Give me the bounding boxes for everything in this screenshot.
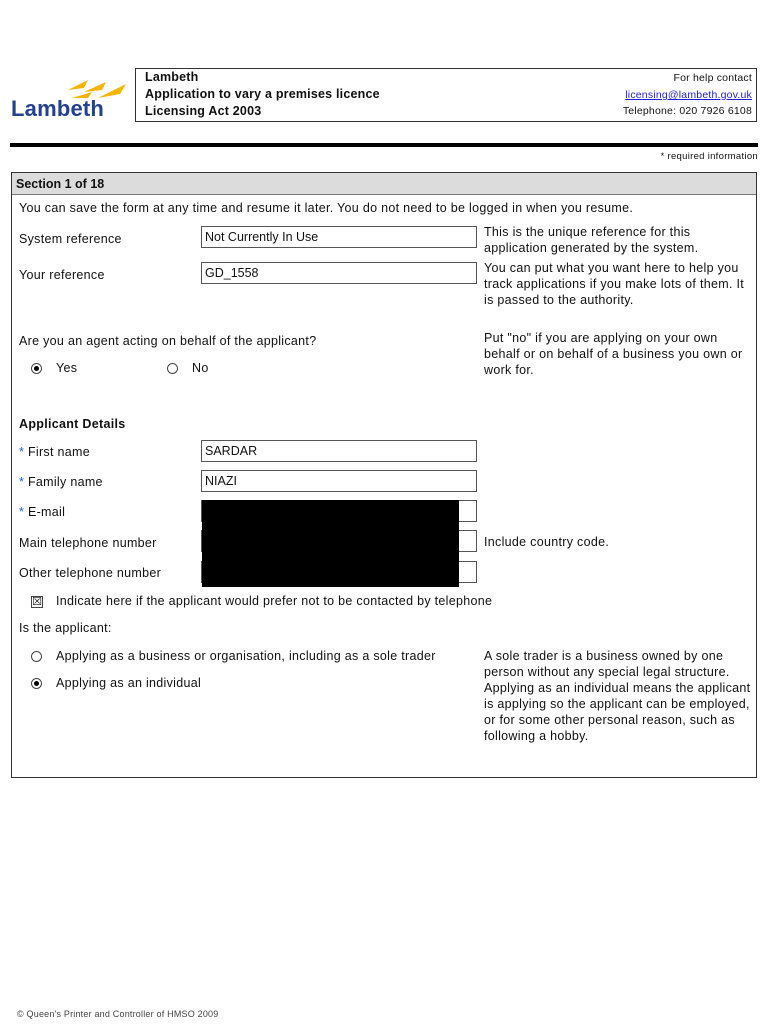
family-name-label-text: Family name [27,475,103,489]
required-star: * [19,505,25,519]
main-phone-help: Include country code. [484,535,610,549]
section-1 [11,172,757,778]
required-note: * required information [660,151,758,162]
first-name-field[interactable]: SARDAR [201,440,477,462]
agent-yes-radio[interactable] [31,363,42,374]
help-email-link[interactable]: licensing@lambeth.gov.uk [625,89,752,101]
applicant-type-help: A sole trader is a business owned by one person without any special legal structure. Applying as an individual means the applicant is applying so the applicant can be employed, or for some other personal reason, such as following a hobby. [484,649,751,743]
required-star: * [19,445,25,459]
applicant-type-business-label: Applying as a business or organisation, including as a sole trader [56,649,436,663]
family-name-label [19,475,103,489]
no-phone-contact-label: Indicate here if the applicant would prefer not to be contacted by telephone [56,594,493,608]
your-reference-label: Your reference [19,268,105,282]
header-divider [10,143,758,147]
applicant-type-question: Is the applicant: [19,621,112,635]
form-title: Application to vary a premises licence [145,87,380,101]
system-reference-help: This is the unique reference for this application generated by the system. [484,225,699,255]
first-name-label [19,445,90,459]
family-name-field[interactable]: NIAZI [201,470,477,492]
lambeth-logo [8,76,130,124]
your-reference-help: You can put what you want here to help you track applications if you make lots of them. It is passed to the authority. [484,261,745,307]
help-telephone: Telephone: 020 7926 6108 [622,105,752,117]
applicant-type-individual-radio[interactable] [31,678,42,689]
council-name: Lambeth [145,70,199,84]
redaction-block [202,500,459,587]
section-title: Section 1 of 18 [12,173,756,195]
first-name-label-text: First name [27,445,90,459]
copyright-footer: © Queen's Printer and Controller of HMSO 2009 [17,1009,219,1019]
applicant-type-business-radio[interactable] [31,651,42,662]
act-name: Licensing Act 2003 [145,104,262,118]
no-phone-contact-checkbox[interactable]: ☒ [32,596,42,608]
agent-no-label: No [192,361,209,375]
help-label: For help contact [673,72,752,84]
your-reference-field[interactable]: GD_1558 [201,262,477,284]
required-star: * [19,475,25,489]
system-reference-field[interactable]: Not Currently In Use [201,226,477,248]
other-phone-label: Other telephone number [19,566,162,580]
agent-help: Put "no" if you are applying on your own behalf or on behalf of a business you own or work for. [484,331,743,377]
logo-wordmark: Lambeth [11,96,105,121]
agent-no-radio[interactable] [167,363,178,374]
email-label [19,505,65,519]
applicant-details-heading: Applicant Details [19,417,126,431]
section-intro: You can save the form at any time and resume it later. You do not need to be logged in when you resume. [19,201,634,215]
system-reference-label: System reference [19,232,122,246]
main-phone-label: Main telephone number [19,536,157,550]
applicant-type-individual-label: Applying as an individual [56,676,202,690]
agent-question: Are you an agent acting on behalf of the applicant? [19,334,317,348]
email-label-text: E-mail [27,505,66,519]
form-header [135,68,757,122]
agent-yes-label: Yes [56,361,78,375]
